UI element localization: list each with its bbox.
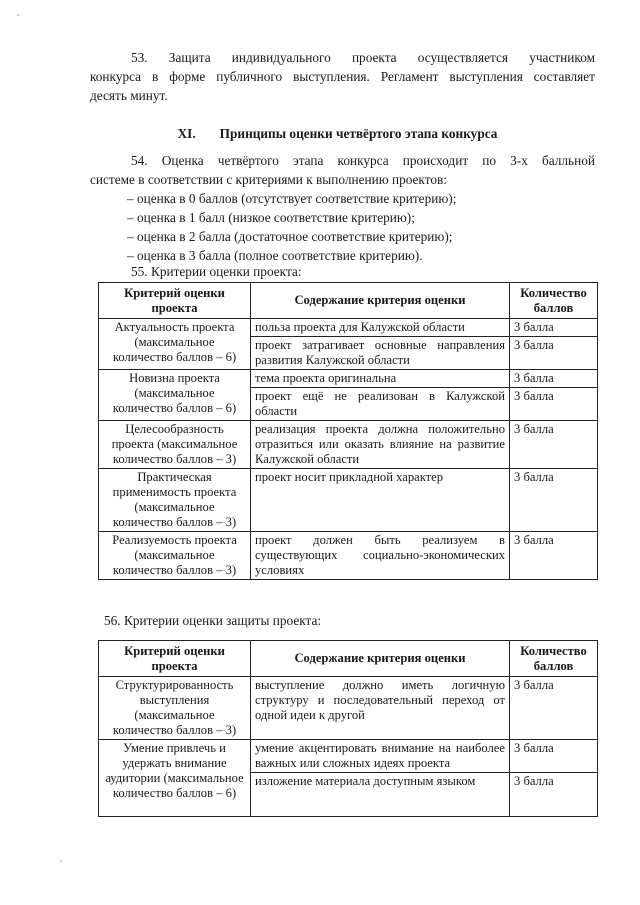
defense-criteria-table xyxy=(98,640,598,817)
content-cell: проект должен быть реализуем в существующих социально-экономических условиях xyxy=(251,532,510,580)
header-content: Содержание критерия оценки xyxy=(251,641,510,677)
score-cell: 3 балла xyxy=(510,677,598,740)
criterion-cell: Новизна проекта (максимальное количество баллов – 6) xyxy=(99,370,251,421)
table-row xyxy=(99,319,598,337)
score-cell: 3 балла xyxy=(510,773,598,817)
paragraph-56: 56. Критерии оценки защиты проекта: xyxy=(104,613,322,628)
content-cell: польза проекта для Калужской области xyxy=(251,319,510,337)
section-title: Принципы оценки четвёртого этапа конкурса xyxy=(219,126,498,141)
header-content: Содержание критерия оценки xyxy=(251,283,510,319)
table-row xyxy=(99,740,598,773)
score-cell: 3 балла xyxy=(510,388,598,421)
header-score: Количество баллов xyxy=(510,283,598,319)
score-cell: 3 балла xyxy=(510,337,598,370)
content-cell: изложение материала доступным языком xyxy=(251,773,510,817)
paragraph-55: 55. Критерии оценки проекта: xyxy=(131,264,302,279)
paragraph-54-line-1: 54. Оценка четвёртого этапа конкурса происходит по 3-х балльной xyxy=(131,153,595,168)
score-cell: 3 балла xyxy=(510,370,598,388)
table-row xyxy=(99,469,598,532)
rating-bullet: – оценка в 2 балла (достаточное соответствие критерию); xyxy=(127,229,453,244)
content-cell: проект носит прикладной характер xyxy=(251,469,510,532)
table-row xyxy=(99,421,598,469)
scan-speck xyxy=(17,14,19,16)
section-number: XI. xyxy=(177,126,196,141)
table-header-row xyxy=(99,641,598,677)
content-cell: умение акцентировать внимание на наиболее важных или сложных идеях проекта xyxy=(251,740,510,773)
content-cell: проект ещё не реализован в Калужской области xyxy=(251,388,510,421)
criterion-cell: Умение привлечь и удержать внимание аудитории (максимальное количество баллов – 6) xyxy=(99,740,251,817)
criterion-cell: Актуальность проекта (максимальное количество баллов – 6) xyxy=(99,319,251,370)
criterion-cell: Практическая применимость проекта (максимальное количество баллов – 3) xyxy=(99,469,251,532)
criterion-cell: Реализуемость проекта (максимальное количество баллов – 3) xyxy=(99,532,251,580)
table-row xyxy=(99,370,598,388)
table-header-row xyxy=(99,283,598,319)
paragraph-53-line-2: конкурса в форме публичного выступления. Регламент выступления составляет xyxy=(90,69,595,84)
criterion-cell: Целесообразность проекта (максимальное количество баллов – 3) xyxy=(99,421,251,469)
criterion-cell: Структурированность выступления (максимальное количество баллов – 3) xyxy=(99,677,251,740)
section-heading xyxy=(80,126,595,142)
table-row xyxy=(99,677,598,740)
table-row xyxy=(99,532,598,580)
rating-bullet: – оценка в 1 балл (низкое соответствие критерию); xyxy=(127,210,415,225)
score-cell: 3 балла xyxy=(510,469,598,532)
rating-bullet: – оценка в 3 балла (полное соответствие критерию). xyxy=(127,248,423,263)
score-cell: 3 балла xyxy=(510,319,598,337)
paragraph-53-line-3: десять минут. xyxy=(90,88,168,103)
score-cell: 3 балла xyxy=(510,740,598,773)
content-cell: тема проекта оригинальна xyxy=(251,370,510,388)
paragraph-53-line-1: 53. Защита индивидуального проекта осуществляется участником xyxy=(131,50,595,65)
content-cell: проект затрагивает основные направления развития Калужской области xyxy=(251,337,510,370)
paragraph-54-line-2: системе в соответствии с критериями к выполнению проектов: xyxy=(90,172,447,187)
content-cell: реализация проекта должна положительно отразиться или оказать влияние на развитие Калужской области xyxy=(251,421,510,469)
scan-speck xyxy=(60,860,62,862)
header-criterion: Критерий оценки проекта xyxy=(99,283,251,319)
header-criterion: Критерий оценки проекта xyxy=(99,641,251,677)
score-cell: 3 балла xyxy=(510,532,598,580)
score-cell: 3 балла xyxy=(510,421,598,469)
rating-bullet: – оценка в 0 баллов (отсутствует соответствие критерию); xyxy=(127,191,457,206)
content-cell: выступление должно иметь логичную структуру и последовательный переход от одной идеи к другой xyxy=(251,677,510,740)
header-score: Количество баллов xyxy=(510,641,598,677)
project-criteria-table xyxy=(98,282,598,580)
